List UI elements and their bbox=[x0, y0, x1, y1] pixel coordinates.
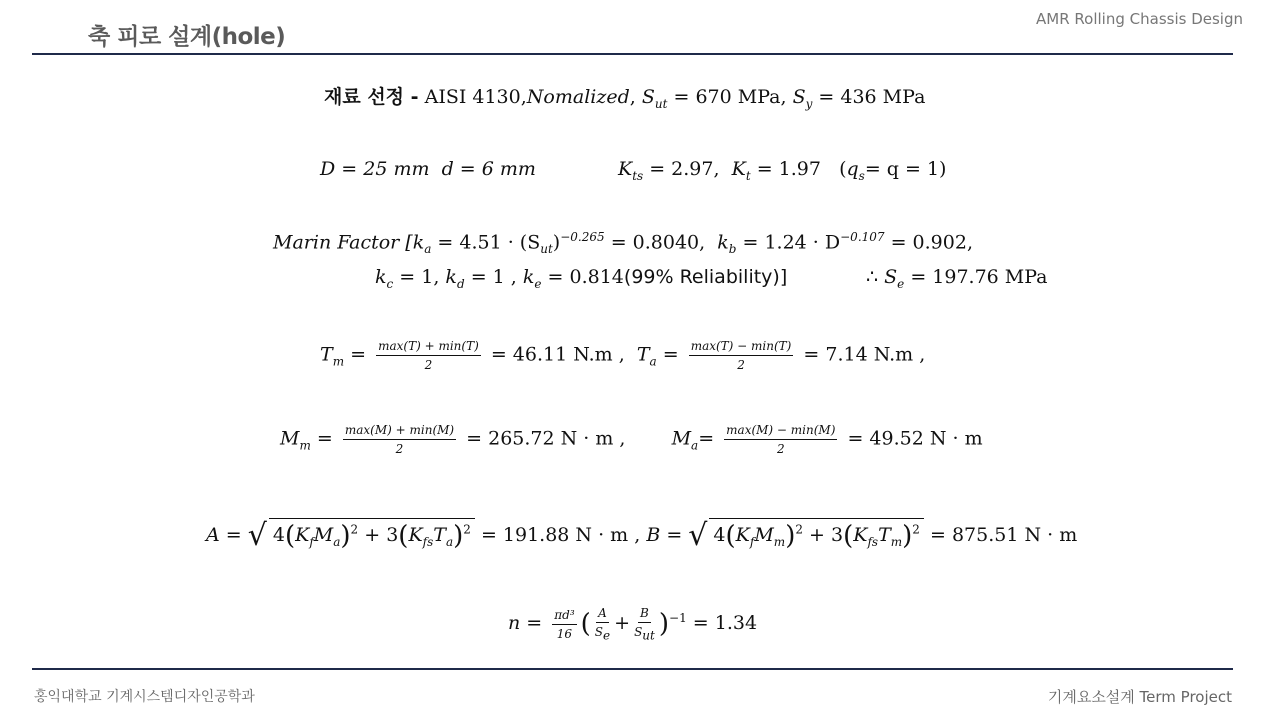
ma-fraction: $\frac{\max(M) - \min(M)}{2}$ bbox=[726, 423, 836, 456]
d-value: d = 6 mm bbox=[441, 158, 536, 180]
ma-value: = 49.52 N · m bbox=[847, 427, 983, 450]
page-subtitle: AMR Rolling Chassis Design bbox=[1036, 10, 1243, 28]
n-fraction: $\frac{\text{πd³}}{16}$ bbox=[554, 607, 575, 641]
moment-line: $M_m$ = $\frac{\max(M) + \min(M)}{2}$ = 265.72 N · m , $M_a=$ $\frac{\max(M) - \min(M)}{2}$ = 49.52 N · m bbox=[280, 423, 983, 456]
q-note: = q = 1) bbox=[864, 158, 947, 180]
dimensions-line: D = 25 mm d = 6 mm $K_{ts} = 2.97$, $K_t = 1.97$ $(q_s= q = 1)$ bbox=[320, 158, 947, 183]
footer-university: 홍익대학교 기계시스템디자인공학과 bbox=[34, 689, 255, 705]
mm-value: = 265.72 N · m , bbox=[466, 427, 626, 450]
a-sqrt: $4(K_fM_a)^2 + 3(K_{fs}T_a)^2$ bbox=[269, 518, 475, 551]
b-value: = 875.51 N · m bbox=[929, 524, 1078, 546]
kt-value: = 1.97 bbox=[756, 158, 821, 180]
footer-course: 기계요소설계 Term Project bbox=[1047, 688, 1232, 706]
marin-factor-line-1: Marin Factor [$k_a = 4.51 \cdot (S_{ut})^{-0.265} = 0.8040$, $k_b = 1.24 \cdot D^{-0.107} = 0.902$, bbox=[273, 230, 973, 257]
marin-label: Marin Factor [ bbox=[273, 231, 413, 254]
reliability-note: (99% Reliability)] bbox=[623, 266, 788, 288]
material-label: 재료 선정 - bbox=[324, 86, 419, 108]
material-selection-line: 재료 선정 - AISI 4130,Nomalized, $S_{ut} = 670$ MPa, $S_y = 436$ MPa bbox=[324, 86, 926, 111]
endurance-limit-line: ∴ $S_e = 197.76$ MPa bbox=[866, 266, 1048, 291]
header-divider bbox=[32, 53, 1233, 55]
tm-fraction: $\frac{\max(T) + \min(T)}{2}$ bbox=[378, 339, 479, 372]
D-value: D = 25 mm bbox=[320, 158, 430, 180]
kd-value: = 1 , bbox=[470, 266, 517, 288]
a-value: = 191.88 N · m , bbox=[480, 524, 641, 546]
a-b-line: A = √ $4(K_fM_a)^2 + 3(K_{fs}T_a)^2 = 191.88$ N · m , B = √ $4(K_fM_m)^2 + 3(K_{fs}T_m)^2 = 875.51$ N · m bbox=[206, 518, 1078, 553]
kts-value: = 2.97, bbox=[649, 158, 720, 180]
page-title: 축 피로 설계(hole) bbox=[88, 24, 286, 50]
n-value: = 1.34 bbox=[692, 612, 758, 635]
tm-value: = 46.11 N.m , bbox=[490, 343, 625, 366]
ta-fraction: $\frac{\max(T) - \min(T)}{2}$ bbox=[690, 339, 792, 372]
kb-value: = 0.902, bbox=[890, 231, 973, 254]
mm-fraction: $\frac{\max(M) + \min(M)}{2}$ bbox=[344, 423, 455, 456]
ka-expression: = 4.51 · (S bbox=[437, 231, 541, 254]
sy-value: = 436 MPa bbox=[818, 86, 926, 108]
kb-expression: = 1.24 · D bbox=[742, 231, 841, 254]
sut-value: = 670 MPa, bbox=[673, 86, 787, 108]
kc-value: = 1, bbox=[399, 266, 440, 288]
se-value: = 197.76 MPa bbox=[910, 266, 1048, 288]
ka-value: = 0.8040, bbox=[610, 231, 706, 254]
ta-value: = 7.14 N.m , bbox=[803, 343, 926, 366]
therefore-symbol: ∴ bbox=[866, 266, 879, 288]
footer-divider bbox=[32, 668, 1233, 670]
b-sqrt: $4(K_fM_m)^2 + 3(K_{fs}T_m)^2$ bbox=[709, 518, 924, 551]
a-over-se: $\frac{A}{S_e}$ bbox=[594, 606, 611, 643]
kb-exponent: −0.107 bbox=[840, 230, 885, 244]
ke-value: = 0.814 bbox=[547, 266, 624, 288]
safety-factor-line: n = $\frac{\text{πd³}}{16}$ ( $\frac{A}{S_e}$ + $\frac{B}{S_{ut}}$ )$^{-1}$ = 1.34 bbox=[508, 606, 758, 643]
ka-exponent: −0.265 bbox=[560, 230, 605, 244]
torque-line: $T_m$ = $\frac{\max(T) + \min(T)}{2}$ = 46.11 N.m , $T_a$ = $\frac{\max(T) - \min(T)}{2}$ = 7.14 N.m , bbox=[320, 339, 926, 372]
material-name: AISI 4130, bbox=[424, 86, 527, 108]
material-treatment: Nomalized bbox=[526, 86, 630, 108]
marin-factor-line-2: $k_c = 1$, $k_d = 1$ , $k_e = 0.814(99\%$ Reliability)] bbox=[375, 266, 788, 291]
b-over-sut: $\frac{B}{S_{ut}}$ bbox=[634, 606, 655, 643]
